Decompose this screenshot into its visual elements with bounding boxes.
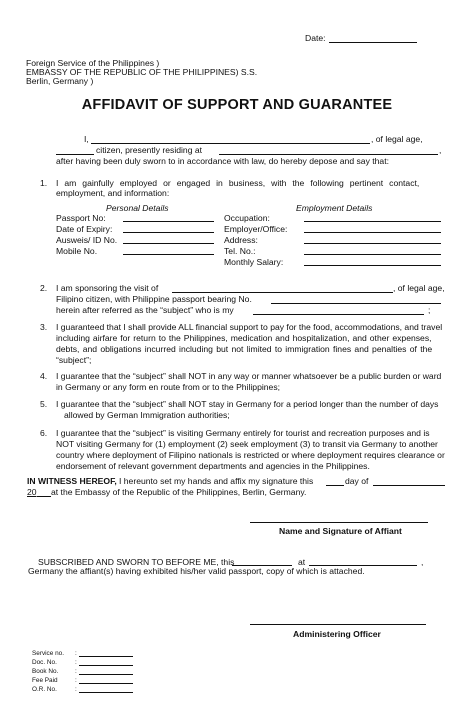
affiant-signature-line[interactable] [250,522,428,523]
or-no-label: O.R. No. [32,686,57,693]
visitor-name-field[interactable] [172,292,393,293]
fee-paid-field[interactable] [79,683,133,684]
address-line-1: Foreign Service of the Philippines ) [26,58,160,68]
witness-day-field[interactable] [326,485,344,486]
mobile-no-label: Mobile No. [56,246,98,256]
fee-paid-label: Fee Paid [32,677,58,684]
officer-label: Administering Officer [293,629,381,639]
subscribed-line-1: SUBSCRIBED AND SWORN TO BEFORE ME, this [38,557,235,567]
item2-line-2: Filipino citizen, with Philippine passport bearing No. [56,294,252,304]
item2-line-1a: I am sponsoring the visit of [56,283,159,293]
fee-paid-colon: : [75,677,77,684]
occupation-field[interactable] [304,221,441,222]
item2-number: 2. [40,283,48,293]
item3-line-1: I guaranteed that I shall provide ALL financial support to pay for the food, accommodations, and travel [56,322,443,332]
doc-no-colon: : [75,659,77,666]
item5-number: 5. [40,399,48,409]
date-label: Date: [305,33,326,43]
intro-legal-age: , of legal age, [371,134,423,144]
item6-line-4: endorsement of relevant government departments and agencies in the Philippines. [56,461,370,471]
item1-line-1: I am gainfully employed or engaged in business, with the following pertinent contact, [56,178,420,188]
intro-citizen: citizen, presently residing at [96,145,203,155]
or-no-colon: : [75,686,77,693]
monthly-salary-field[interactable] [304,265,441,266]
item6-line-3: country where deployment of Filipino nationals is restricted or where deployment requires clearance or [56,450,445,460]
book-no-colon: : [75,668,77,675]
item6-number: 6. [40,428,48,438]
doc-no-field[interactable] [79,665,133,666]
service-no-field[interactable] [79,656,133,657]
item2-line-3: herein after referred as the “subject” who is my [56,305,234,315]
item4-number: 4. [40,371,48,381]
affiant-name-line[interactable] [91,143,370,144]
passport-no-label: Passport No: [56,213,106,223]
employer-office-label: Employer/Office: [224,224,288,234]
passport-no-field[interactable] [123,221,214,222]
item4-line-1: I guarantee that the “subject” shall NOT in any way or manner whatsoever be a public burden or ward [56,371,442,381]
occupation-label: Occupation: [224,213,270,223]
witness-line-1: I hereunto set my hands and affix my signature this [119,476,314,486]
item3-line-2: including airfare for return to the Philippines, medication and hospitalization, and other expenses, [56,333,432,343]
subscribed-comma: , [421,557,424,567]
officer-signature-line[interactable] [250,624,426,625]
ausweis-id-field[interactable] [123,243,214,244]
intro-i: I, [84,134,89,144]
subscribed-at: at [298,557,306,567]
witness-year-field[interactable] [37,496,51,497]
subscribed-line-2: Germany the affiant(s) having exhibited his/her valid passport, copy of which is attached. [28,566,365,576]
item3-line-4: “subject”; [56,355,92,365]
visitor-passport-field[interactable] [271,303,441,304]
item4-line-2: in Germany or any form en route from or to the Philippines; [56,382,281,392]
intro-after: after having been duly sworn to in accordance with law, do hereby depose and say that: [56,156,389,166]
intro-comma: , [439,145,442,155]
citizenship-line[interactable] [56,154,94,155]
item5-line-2: allowed by German Immigration authorities; [64,410,230,420]
witness-line-2: at the Embassy of the Republic of the Philippines, Berlin, Germany. [51,487,307,497]
affiant-signature-label: Name and Signature of Affiant [279,526,402,536]
item2-semicolon: ; [428,305,431,315]
date-line[interactable] [329,42,417,43]
monthly-salary-label: Monthly Salary: [224,257,284,267]
employer-address-label: Address: [224,235,258,245]
witness-year-prefix: 20 [27,487,37,497]
date-of-expiry-label: Date of Expiry: [56,224,113,234]
personal-details-heading: Personal Details [106,203,169,213]
date-of-expiry-field[interactable] [123,232,214,233]
witness-heading: IN WITNESS HEREOF, [27,476,117,486]
residence-line[interactable] [219,154,438,155]
item1-number: 1. [40,178,48,188]
ausweis-id-label: Ausweis/ ID No. [56,235,118,245]
service-no-colon: : [75,650,77,657]
item2-legal-age: , of legal age, [393,283,445,293]
address-line-3: Berlin, Germany ) [26,76,94,86]
or-no-field[interactable] [79,692,133,693]
doc-no-label: Doc. No. [32,659,57,666]
tel-no-field[interactable] [304,254,441,255]
mobile-no-field[interactable] [123,254,214,255]
document-title: AFFIDAVIT OF SUPPORT AND GUARANTEE [81,97,393,113]
employment-details-heading: Employment Details [296,203,373,213]
item3-line-3: debts, and obligations incurred including but not limited to immigration fines and penalties of the [56,344,433,354]
employer-office-field[interactable] [304,232,441,233]
relationship-field[interactable] [253,314,424,315]
item3-number: 3. [40,322,48,332]
service-no-label: Service no. [32,650,64,657]
tel-no-label: Tel. No.: [224,246,256,256]
item5-line-1: I guarantee that the “subject” shall NOT stay in Germany for a period longer than the number of days [56,399,439,409]
item6-line-1: I guarantee that the “subject” is visiting Germany entirely for tourist and recreation purposes and is [56,428,430,438]
item1-line-2: employment, and information: [56,188,170,198]
address-line-2: EMBASSY OF THE REPUBLIC OF THE PHILIPPINES) S.S. [26,67,258,77]
book-no-label: Book No. [32,668,59,675]
witness-month-field[interactable] [373,485,445,486]
witness-day-of: day of [345,476,369,486]
employer-address-field[interactable] [304,243,441,244]
item6-line-2: NOT visiting Germany for (1) employment (2) seek employment (3) to transit via Germany to another [56,439,438,449]
book-no-field[interactable] [79,674,133,675]
